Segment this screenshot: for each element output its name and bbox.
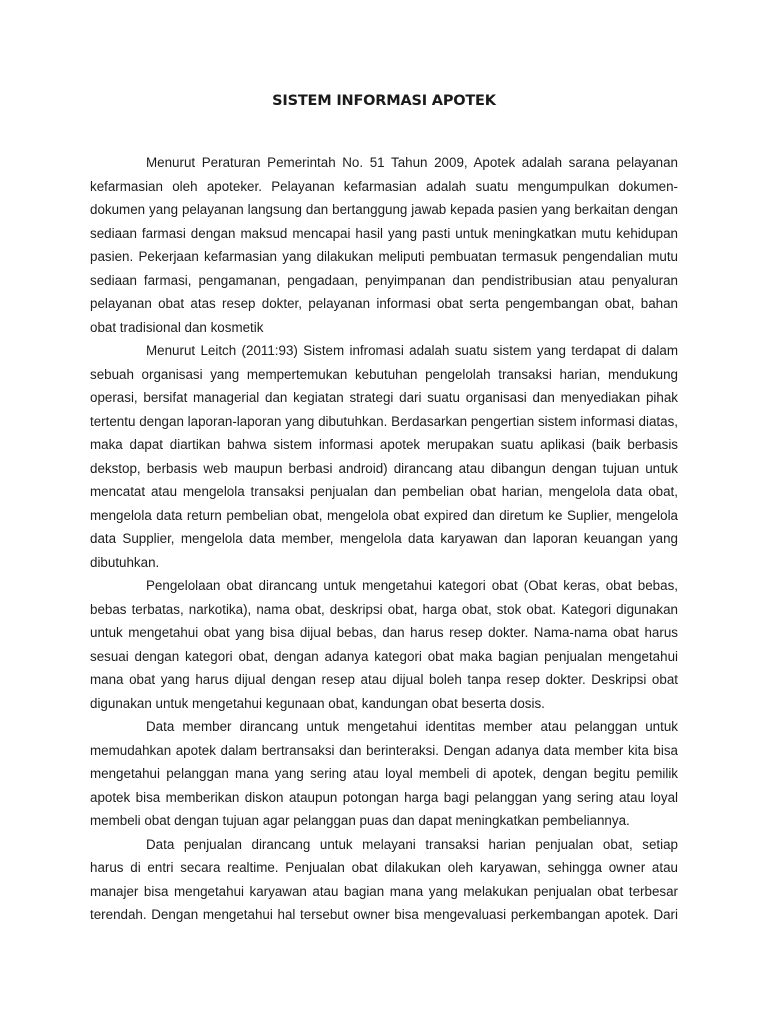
body-line: operasi, bersifat managerial dan kegiatan strategi dari suatu organisasi dan menyediakan pihak bbox=[90, 390, 678, 405]
body-line: memudahkan apotek dalam bertransaksi dan berinteraksi. Dengan adanya data member kita bisa bbox=[90, 742, 678, 758]
body-line: sebuah organisasi yang mempertemukan kebutuhan pengelolah transaksi harian, mendukung bbox=[90, 366, 678, 382]
body-line: Pengelolaan obat dirancang untuk mengetahui kategori obat (Obat keras, obat bebas, bbox=[146, 578, 678, 593]
document-title: SISTEM INFORMASI APOTEK bbox=[272, 93, 496, 109]
body-line: manajer bisa mengetahui karyawan atau bagian mana yang melakukan penjualan obat terbesar bbox=[90, 883, 678, 899]
body-line: Menurut Leitch (2011:93) Sistem infromasi adalah suatu sistem yang terdapat di dalam bbox=[146, 343, 678, 358]
body-line: Data member dirancang untuk mengetahui identitas member atau pelanggan untuk bbox=[146, 719, 678, 734]
body-line: Data penjualan dirancang untuk melayani transaksi harian penjualan obat, setiap bbox=[146, 836, 678, 852]
body-line: sediaan farmasi dengan maksud mencapai hasil yang pasti untuk meningkatkan mutu kehidupan bbox=[90, 225, 678, 241]
body-line: membeli obat dengan tujuan agar pelanggan puas dan dapat meningkatkan pembeliannya. bbox=[90, 813, 630, 828]
body-line: maka dapat diartikan bahwa sistem informasi apotek merupakan suatu aplikasi (baik berbasis bbox=[90, 437, 678, 452]
body-line: tertentu dengan laporan-laporan yang dibutuhkan. Berdasarkan pengertian sistem informasi diatas, bbox=[90, 413, 678, 429]
body-line: mencatat atau mengelola transaksi penjualan dan pembelian obat harian, mengelola data obat, bbox=[90, 484, 678, 499]
body-line: mengetahui pelanggan mana yang sering atau loyal membeli di apotek, dengan begitu pemilik bbox=[90, 766, 678, 781]
body-line: terendah. Dengan mengetahui hal tersebut owner bisa mengevaluasi perkembangan apotek. Dari bbox=[90, 907, 678, 922]
body-line: apotek bisa memberikan diskon ataupun potongan harga bagi pelanggan yang sering atau loyal bbox=[90, 789, 678, 805]
body-line: obat tradisional dan kosmetik bbox=[90, 319, 264, 335]
body-line: sesuai dengan kategori obat, dengan adanya kategori obat maka bagian penjualan mengetahui bbox=[90, 648, 678, 664]
body-line: digunakan untuk mengetahui kegunaan obat, kandungan obat beserta dosis. bbox=[90, 695, 545, 711]
body-line: harus di entri secara realtime. Penjualan obat dilakukan oleh karyawan, sehingga owner atau bbox=[90, 860, 678, 875]
body-line: pasien. Pekerjaan kefarmasian yang dilakukan meliputi pembuatan termasuk pengendalian mutu bbox=[90, 249, 678, 264]
body-line: dokumen yang pelayanan langsung dan bertanggung jawab kepada pasien yang berkaitan dengan bbox=[90, 202, 678, 217]
body-line: pelayanan obat atas resep dokter, pelayanan informasi obat serta pengembangan obat, bahan bbox=[90, 296, 678, 311]
body-line: dekstop, berbasis web maupun berbasi android) dirancang atau dibangun dengan tujuan untuk bbox=[90, 460, 678, 476]
body-line: mana obat yang harus dijual dengan resep atau dijual boleh tanpa resep dokter. Deskripsi obat bbox=[90, 672, 678, 687]
body-line: dibutuhkan. bbox=[90, 554, 160, 570]
body-line: data Supplier, mengelola data member, mengelola data karyawan dan laporan keuangan yang bbox=[90, 531, 678, 546]
document-body bbox=[90, 151, 678, 927]
body-line: bebas terbatas, narkotika), nama obat, deskripsi obat, harga obat, stok obat. Kategori digunakan bbox=[90, 601, 678, 617]
body-line: mengelola data return pembelian obat, mengelola obat expired dan diretum ke Suplier, mengelola bbox=[90, 507, 678, 523]
body-line: kefarmasian oleh apoteker. Pelayanan kefarmasian adalah suatu mengumpulkan dokumen- bbox=[90, 178, 678, 194]
body-line: sediaan farmasi, pengamanan, pengadaan, penyimpanan dan pendistribusian atau penyaluran bbox=[90, 272, 678, 288]
body-line: Menurut Peraturan Pemerintah No. 51 Tahun 2009, Apotek adalah sarana pelayanan bbox=[146, 155, 678, 170]
body-line: untuk mengetahui obat yang bisa dijual bebas, dan harus resep dokter. Nama-nama obat harus bbox=[90, 625, 678, 640]
